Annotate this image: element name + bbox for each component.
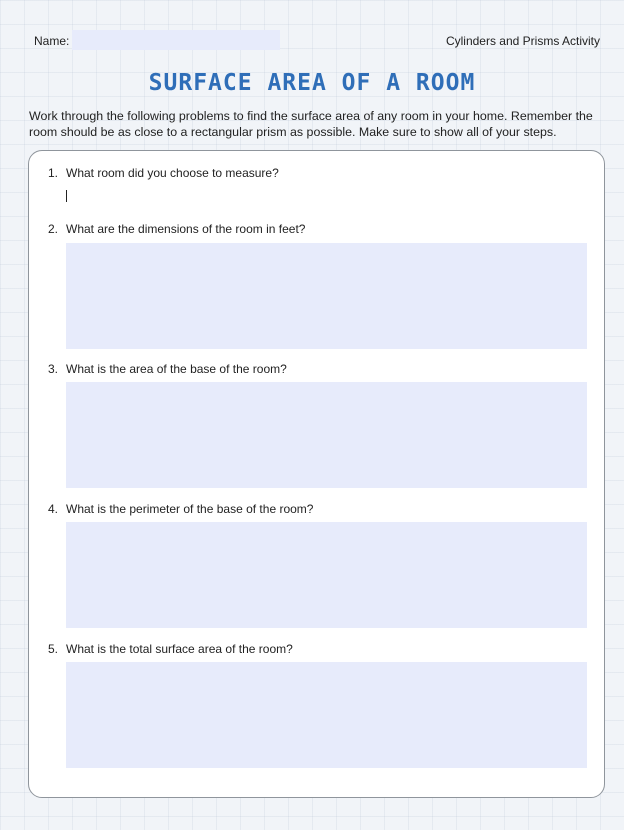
- question-1: [48, 166, 279, 180]
- instructions-text: Work through the following problems to find the surface area of any room in your home. Remember the room should be as close to a rectangular prism as possible. Make sure to show all of your steps.: [29, 109, 593, 139]
- activity-title: Cylinders and Prisms Activity: [445, 34, 600, 48]
- question-text: What is the perimeter of the base of the room?: [66, 502, 314, 516]
- name-field[interactable]: [72, 30, 280, 50]
- answer-field-5[interactable]: [66, 662, 587, 768]
- answer-field-2[interactable]: [66, 243, 587, 349]
- question-number: 4.: [48, 502, 59, 516]
- answer-field-1[interactable]: [66, 186, 587, 206]
- answer-field-3[interactable]: [66, 382, 587, 488]
- question-2: [48, 222, 305, 236]
- questions-panel: [28, 150, 605, 798]
- question-text: What is the total surface area of the room?: [66, 642, 293, 656]
- question-5: [48, 642, 293, 656]
- question-text: What room did you choose to measure?: [66, 166, 279, 180]
- question-3: [48, 362, 287, 376]
- answer-field-4[interactable]: [66, 522, 587, 628]
- question-number: 2.: [48, 222, 59, 236]
- page-title: SURFACE AREA OF A ROOM: [148, 70, 476, 96]
- question-number: 1.: [48, 166, 59, 180]
- question-text: What are the dimensions of the room in feet?: [66, 222, 306, 236]
- name-label: Name:: [34, 34, 70, 48]
- question-4: [48, 502, 313, 516]
- question-number: 3.: [48, 362, 59, 376]
- question-number: 5.: [48, 642, 59, 656]
- question-text: What is the area of the base of the room?: [66, 362, 287, 376]
